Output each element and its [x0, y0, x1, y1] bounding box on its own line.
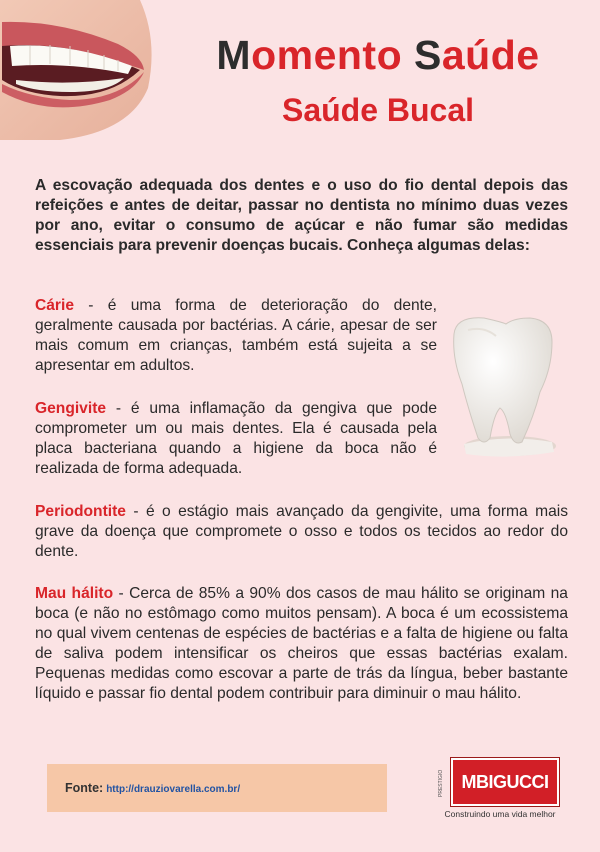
title-initial-m: M: [216, 32, 252, 78]
title-initial-s: S: [414, 32, 442, 78]
item-gengivite: [35, 399, 437, 479]
item-carie: [35, 296, 437, 376]
item-text: - é o estágio mais avançado da gengivite, uma forma mais grave da doença que compromete o osso e todos os tecidos ao redor do dente.: [35, 503, 568, 560]
item-term: Gengivite: [35, 400, 107, 417]
logo-wordmark: MBIGUCCI: [451, 758, 559, 806]
title-part-omento: omento: [251, 32, 415, 78]
intro-paragraph: A escovação adequada dos dentes e o uso do fio dental depois das refeições e antes de deitar, passar no dentista no mínimo duas vezes por ano, evitar o consumo de açúcar e não fumar são medidas essenciais para prevenir doenças bucais. Conheça algumas delas:: [35, 177, 568, 254]
item-mau-halito: [35, 584, 568, 704]
title-part-aude: aúde: [441, 32, 540, 78]
source-line: [65, 781, 240, 795]
source-box: [47, 764, 387, 812]
item-term: Periodontite: [35, 503, 126, 520]
item-periodontite: [35, 502, 568, 562]
logo-side-text: PRESTIGIO: [438, 769, 444, 797]
item-term: Mau hálito: [35, 585, 114, 602]
source-link[interactable]: http://drauziovarella.com.br/: [106, 784, 241, 795]
tooth-image: [444, 312, 560, 464]
smiling-mouth-image: [0, 0, 158, 140]
source-label: Fonte:: [65, 781, 104, 795]
item-text: - é uma inflamação da gengiva que pode comprometer um ou mais dentes. Ela é causada pela placa bacteriana quando a higiene da boca não é realizada de forma adequada.: [35, 400, 437, 477]
item-term: Cárie: [35, 297, 75, 314]
item-text: - Cerca de 85% a 90% dos casos de mau hálito se originam na boca (e não no estômago como muitos pensam). A boca é um ecossistema no qual vivem centenas de espécies de bactérias e a falta de higiene ou falta de saliva podem intensificar os cheiros que essas bactérias exalam. Pequenas medidas como escovar a parte de trás da língua, beber bastante líquido e passar fio dental podem contribuir para diminuir o mau hálito.: [35, 585, 568, 702]
page-subtitle: Saúde Bucal: [281, 92, 475, 128]
logo-tagline: Construindo uma vida melhor: [444, 809, 556, 819]
page-title: [168, 32, 588, 78]
mbigucci-logo: [438, 758, 562, 828]
item-text: - é uma forma de deterioração do dente, geralmente causada por bactérias. A cárie, apesar de ser mais comum em crianças, também está sujeita a se apresentar em adultos.: [35, 297, 437, 374]
